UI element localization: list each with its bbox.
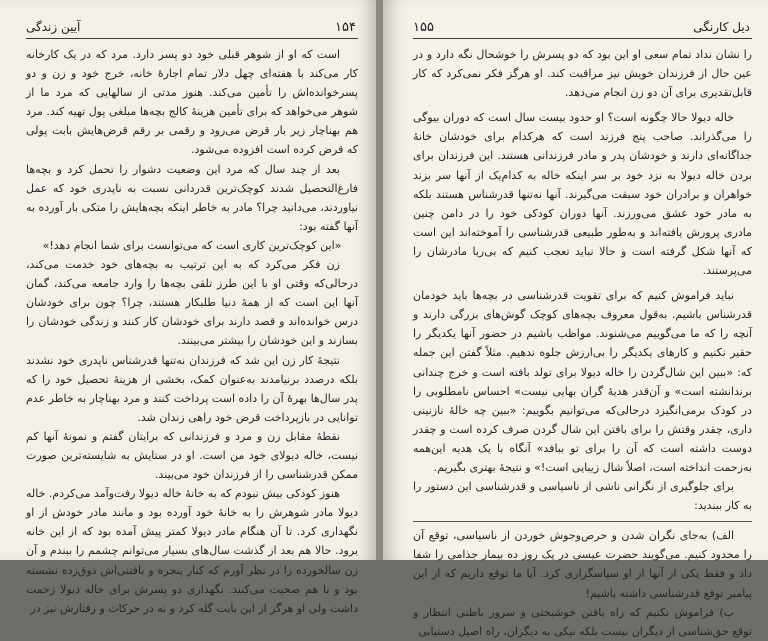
- rules-list: [413, 521, 752, 641]
- list-item: ب) فراموش نکنیم که راه یافتن خوشبختی و سرور باطنی انتظار و توقع حق‌شناسی از دیگران نیست بلکه نیکی به دیگران، راه اصیل دستیابی: [413, 605, 752, 638]
- paragraph: زن فکر می‌کرد که به این ترتیب به بچه‌های خود خدمت می‌کند، درحالی‌که وقتی او با این طرز تلقی بچه‌ها را وارد جامعه می‌کند، گمان آنها این است که از همهٔ دنیا طلبکار هستند، چرا؟ چون برای خودشان درس خوانده‌اند و قصد دارند برای خودشان کار کنند و زندگی خودشان را بسازند و این خودشان را بیشتر می‌بینند.: [26, 258, 358, 348]
- list-item: الف) به‌جای نگران شدن و حرص‌وجوش خوردن از ناسپاسی، توقع آن را محدود کنیم. می‌گویند حضرت عیسی در یک روز ده بیمار جذامی را شفا داد و فقط یکی از آنها از او سپاسگزاری کرد. آیا ما توقع داریم که از این پیامبر توقع قدرشناسی داشته باشیم!: [413, 529, 752, 600]
- paragraph: خاله دیولا حالا چگونه است؟ او حدود بیست سال است که دوران بیوگی را می‌گذراند. صاحب پنج فرزند است که هرکدام برای خودشان خانهٔ جداگانه‌ای دارند و خودشان پدر و مادر فرزندانی هستند. این فرزندان برای بردن خاله دیولا به نزد خود بر سر اینکه خاله به کدام‌یک از آنها سر بزند خواهران و برادران خود سبقت می‌گیرند. آنها نه‌تنها قدرشناس هستند بلکه به مادر خود عشق می‌ورزند. آنها دوران کودکی خود را در دامن چنین مادری پرورش یافته‌اند و به‌طور طبیعی قدرشناسی را آموخته‌اند این است که آنها شکل گرفته است و حالا نباید تعجب کنیم که بی‌ریا مادرشان را می‌پرستند.: [413, 111, 752, 278]
- page-number: ۱۵۵: [413, 20, 434, 35]
- paragraph: است که او از شوهر قبلی خود دو پسر دارد. مرد که در یک کارخانه کار می‌کند با هفته‌ای چهل دلار تمام اجارهٔ خانه، خرج خود و زن و دو پسرخوانده‌اش را تأمین می‌کند. هنوز مدتی از سالهایی که مرد ما از شوهر می‌خواهد که برای تأمین هزینهٔ کالج بچه‌ها مبلغی پول تهیه کند. مرد هم بهناچار زیر بار قرض می‌رود و رقمی بر رقم قرض‌هایش بابت پولی که قرض کرده است افزوده می‌شود.: [26, 48, 358, 157]
- quote-line: «این کوچک‌ترین کاری است که می‌توانست برای شما انجام دهد!»: [42, 238, 342, 252]
- right-page-header: [413, 20, 752, 39]
- paragraph: نباید فراموش کنیم که برای تقویت قدرشناسی در بچه‌ها باید خودمان قدرشناس باشیم. به‌قول معروف بچه‌های کوچک گوش‌های بزرگی دارند و آنچه را که ما می‌گوییم می‌شنوند. مواظب باشیم در حضور آنها یکدیگر را حقیر نکنیم و کارهای یکدیگر را بی‌ارزش جلوه ندهیم. مثلاً گفتن این جمله که: «ببین این شال‌گردن را خاله دیولا برای تولد بافته است و خرج چندانی برندانشته است» و آن‌قدر هدیهٔ گران بهایی نیست» احساس نامطلوبی را در کودک برمی‌انگیزد درحالی‌که می‌توانیم بگوییم: «ببین چه خالهٔ نازنینی داری، چقدر وقتش را برای بافتن این شال گردن صرف کرده است و چقدر دوست داشته است که آن را برای تو ببافد» آنگاه با یک هدیه این‌همه به‌زحمت انداخته است، اصلاً شال زیبایی است!» و نتیجهٔ بهتری بگیریم.: [413, 289, 752, 474]
- book-gutter: [376, 0, 383, 560]
- paragraph: را نشان نداد تمام سعی او این بود که دو پسرش را خوشحال نگه دارد و در عین حال از فرزندان خویش نیز مراقبت کند. او هرگز فکر نمی‌کرد که کار قابل‌تقدیری برای آن دو زن انجام می‌دهد.: [413, 48, 752, 100]
- paragraph: نقطهٔ مقابل زن و مرد و فرزندانی که برایتان گفتم و نمونهٔ آنها کم نیست، خاله دیولای خود من است. او در ستایش به شایسته‌ترین صورت ممکن قدرشناسی را از فرزندان خود می‌بیند.: [26, 429, 358, 482]
- running-title: دیل کارنگی: [693, 20, 750, 34]
- page-number: ۱۵۴: [335, 20, 356, 35]
- right-book-page: [383, 0, 768, 638]
- left-book-page: [0, 0, 376, 615]
- paragraph: نتیجهٔ کار زن این شد که فرزندان نه‌تنها قدرشناس ناپدری خود نشدند بلکه درصدد برنیامدند به‌عنوان کمک، بخشی از هزینهٔ تحصیل خود را که پدر سال‌ها بهرهٔ آن را داده است پرداخت کنند و مرد بهناچار به خاطر عدم توانایی در بازپرداخت قرض خود راهی زندان شد.: [26, 353, 358, 424]
- running-title: آیین زندگی: [26, 20, 81, 34]
- left-page-body: [26, 45, 358, 618]
- left-page-header: [26, 20, 358, 39]
- paragraph: بعد از چند سال که مرد این وضعیت دشوار را تحمل کرد و بچه‌ها فارغ‌التحصیل شدند کوچک‌ترین قدردانی نسبت به ناپدری خود که عمل نیاوردند، می‌دانید چرا؟ مادر به خاطر اینکه بچه‌هایش را متکی‌ بار آورده به آنها گفته بود:: [26, 162, 358, 233]
- right-page-body: [413, 45, 752, 641]
- paragraph: هنوز کودکی بیش نبودم که به خانهٔ خاله دیولا رفت‌وآمد می‌کردم. خاله دیولا مادر شوهرش را به خانهٔ خود آورده بود و مانند مادر خودش از او نگهداری کرد. تا آن هنگام مادر دیولا کمتر پیش آمده بود که از این خانه برود. حالا هم بعد از گذشت سال‌های بسیار می‌توانم چشمم را ببندم و آن زن سالخورده را در نظر آورم که کنار پنجره و بافتنی‌اش ذوق‌زده نشسته بود و با هم صحبت می‌کنند. نگهداری دو پسرش برای خاله دیولا زحمت داشت ولی او هرگز از این بابت گله کرد و نه در حرکات و رفتارش نیز در: [26, 487, 358, 615]
- paragraph: برای جلوگیری از نگرانی ناشی از ناسپاسی و قدرشناسی این دستور را به کار ببندید:: [413, 480, 752, 513]
